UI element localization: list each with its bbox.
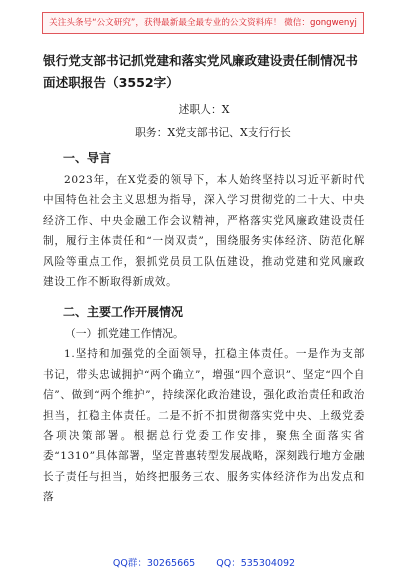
promo-banner [42,12,364,34]
subsection-heading-party-building: （一）抓党建工作情况。 [65,327,184,341]
section-heading-intro: 一、导言 [63,151,112,165]
qq-group-text: QQ群：30265665 [112,558,196,569]
document-page [43,50,365,508]
work-paragraph: 1.坚持和加强党的全面领导，扛稳主体责任。一是作为支部书记，带头忠诚拥护“两个确立”，增强“四个意识”、坚定“四个自信”、做到“两个维护”，持续深化政治建设，强化政治责任和政治担当，扛稳主体责任。二是不折不扣贯彻落实党中央、上级党委各项决策部署。根据总行党委工作安排，聚焦全面落实省委“1310”具体部署，坚定普惠转型发展战略，深刻践行地方金融长子责任与担当，始终把服务三农、服务实体经济作为出发点和落 [43,348,365,504]
intro-paragraph: 2023年，在X党委的领导下，本人始终坚持以习近平新时代中国特色社会主义思想为指导，深入学习贯彻党的二十大、中央经济工作、中央金融工作会议精神，严格落实党风廉政建设责任制，履行主体责任和“一岗双责”，围绕服务实体经济、防范化解风险等重点工作，狠抓党员员工队伍建设，推动党建和党风廉政建设工作不断取得新成效。 [43,174,365,289]
contact-footer [0,555,408,569]
document-title: 银行党支部书记抓党建和落实党风廉政建设责任制情况书面述职报告（3552字） [43,53,358,90]
reporter-line: 述职人：X [178,103,230,116]
duty-line: 职务：X党支部书记、X支行行长 [135,126,291,139]
section-heading-work: 二、主要工作开展情况 [63,305,184,320]
promo-banner-text: 关注头条号“公文研究”，获得最新最全最专业的公文资料库！ 微信：gongwenyj [49,18,357,28]
qq-number-text: QQ：535304092 [216,558,296,569]
